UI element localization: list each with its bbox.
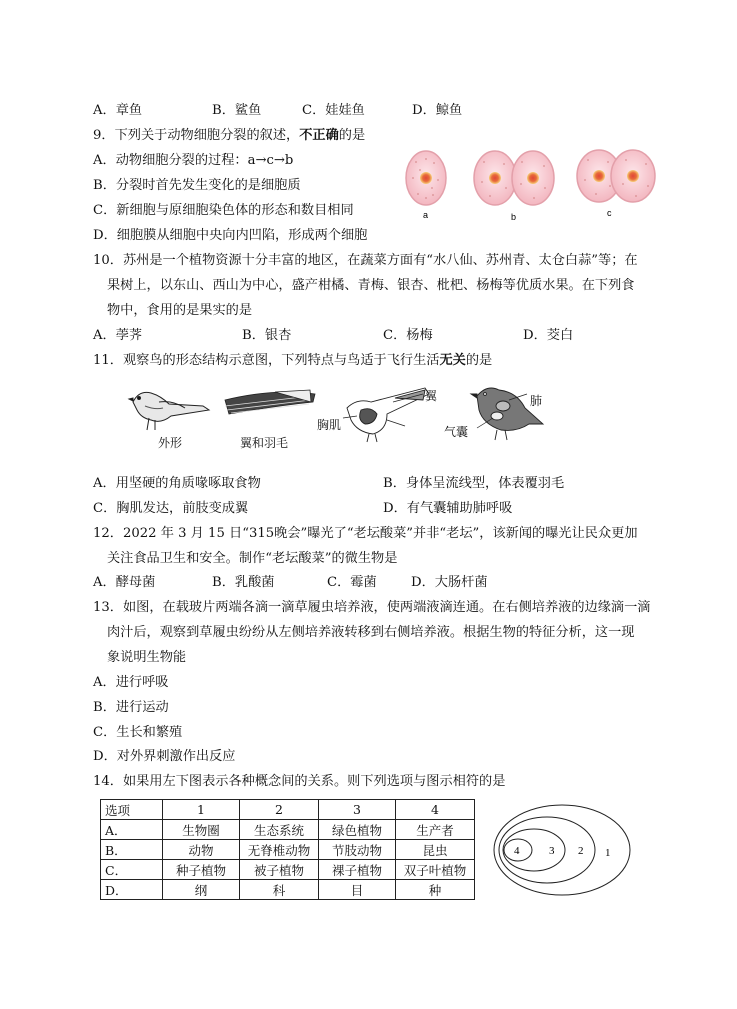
q13-line-3: 象说明生物能 (107, 650, 187, 665)
table-cell: 裸子植物 (319, 860, 396, 880)
q11-option-b: B．身体呈流线型，体表覆羽毛 (383, 476, 565, 491)
table-cell: 生产者 (396, 820, 475, 840)
q14-stem: 14．如果用左下图表示各种概念间的关系。则下列选项与图示相符的是 (93, 774, 506, 789)
q10-option-a: A．荸荠 (93, 328, 143, 343)
label-pectoral-muscle: 胸肌 (317, 418, 342, 432)
q12-option-a: A．酵母菌 (93, 575, 156, 590)
label-wing-feathers: 翼和羽毛 (240, 436, 289, 450)
table-cell: 双子叶植物 (396, 860, 475, 880)
q9-option-a: A．动物细胞分裂的过程：a→c→b (93, 153, 294, 168)
table-row (101, 880, 475, 900)
q11-option-a: A．用坚硬的角质喙啄取食物 (93, 476, 261, 491)
table-header-cell: 3 (319, 800, 396, 820)
table-cell: A． (101, 820, 163, 840)
q13-option-c: C．生长和繁殖 (93, 725, 183, 740)
q11-stem-prefix: 11．观察鸟的形态结构示意图，下列特点与鸟适于飞行生活 (93, 353, 440, 368)
cell-label-c: c (607, 208, 612, 218)
table-row (101, 840, 475, 860)
cell-division-figure (400, 148, 665, 228)
table-cell: 动物 (163, 840, 240, 860)
bird-outline-drawing (129, 392, 209, 430)
q8-option-a: A．章鱼 (93, 103, 143, 118)
q9-option-b: B．分裂时首先发生变化的是细胞质 (93, 178, 301, 193)
q10-line-1: 10．苏州是一个植物资源十分丰富的地区，在蔬菜方面有“水八仙、苏州青、太仓白蒜”等；在 (93, 253, 638, 268)
table-cell: 目 (319, 880, 396, 900)
q10-line-3: 物中，食用的是果实的是 (107, 303, 253, 318)
ellipse-label-3: 3 (549, 845, 555, 857)
table-header-cell: 1 (163, 800, 240, 820)
table-cell: 种子植物 (163, 860, 240, 880)
q8-option-c: C．娃娃鱼 (302, 103, 365, 118)
nested-concept-diagram (492, 803, 632, 898)
q10-option-b: B．银杏 (242, 328, 292, 343)
q13-line-2: 肉汁后，观察到草履虫纷纷从左侧培养液转移到右侧培养液。根据生物的特征分析，这一现 (107, 625, 635, 640)
q12-line-2: 关注食品卫生和安全。制作“老坛酸菜”的微生物是 (107, 551, 398, 566)
table-cell: B． (101, 840, 163, 860)
cell-b (474, 151, 554, 205)
table-row (101, 860, 475, 880)
q9-stem (93, 127, 365, 145)
q9-stem-emphasis: 不正确 (299, 128, 339, 143)
q14-options-table (100, 799, 475, 900)
cell-label-a: a (423, 210, 429, 220)
q9-stem-prefix: 9．下列关于动物细胞分裂的叙述， (93, 128, 300, 143)
q9-option-d: D．细胞膜从细胞中央向内凹陷，形成两个细胞 (93, 228, 368, 243)
q13-option-b: B．进行运动 (93, 700, 169, 715)
ellipse-label-4: 4 (514, 845, 520, 857)
q12-option-b: B．乳酸菌 (212, 575, 275, 590)
q12-option-d: D．大肠杆菌 (411, 575, 488, 590)
q9-stem-suffix: 的是 (338, 128, 366, 143)
q9-option-c: C．新细胞与原细胞染色体的形态和数目相同 (93, 203, 354, 218)
q13-option-a: A．进行呼吸 (93, 675, 169, 690)
q8-option-d: D．鲸鱼 (412, 103, 463, 118)
q10-line-2: 果树上，以东山、西山为中心，盛产柑橘、青梅、银杏、枇杷、杨梅等优质水果。在下列食 (107, 278, 635, 293)
table-cell: D． (101, 880, 163, 900)
bird-structure-figure (125, 380, 575, 450)
q11-stem-emphasis: 无关 (439, 353, 466, 368)
q13-option-d: D．对外界刺激作出反应 (93, 749, 236, 764)
q12-line-1: 12．2022 年 3 月 15 日“315晚会”曝光了“老坛酸菜”并非“老坛”，该新闻的曝光让民众更加 (93, 526, 638, 541)
table-cell: 纲 (163, 880, 240, 900)
q11-stem (93, 352, 492, 370)
cell-label-b: b (511, 212, 517, 222)
table-cell: 生态系统 (240, 820, 319, 840)
table-cell: 昆虫 (396, 840, 475, 860)
table-row (101, 820, 475, 840)
table-header-cell: 2 (240, 800, 319, 820)
table-header-cell: 选项 (101, 800, 163, 820)
table-cell: C． (101, 860, 163, 880)
pectoral-muscle-drawing (347, 388, 429, 442)
ellipse-3 (503, 829, 565, 871)
table-cell: 科 (240, 880, 319, 900)
label-air-sac: 气囊 (444, 425, 469, 439)
label-wing: 翼 (425, 389, 438, 403)
ellipse-label-2: 2 (578, 845, 584, 857)
q11-option-d: D．有气囊辅助肺呼吸 (383, 501, 513, 516)
table-cell: 无脊椎动物 (240, 840, 319, 860)
q12-option-c: C．霉菌 (327, 575, 377, 590)
ellipse-label-1: 1 (605, 847, 611, 859)
q10-option-d: D．茭白 (523, 328, 574, 343)
cell-a (406, 151, 446, 205)
table-cell: 生物圈 (163, 820, 240, 840)
table-cell: 被子植物 (240, 860, 319, 880)
table-cell: 节肢动物 (319, 840, 396, 860)
table-header-row (101, 800, 475, 820)
label-bird-shape: 外形 (158, 436, 183, 450)
table-cell: 绿色植物 (319, 820, 396, 840)
q11-stem-suffix: 的是 (465, 353, 493, 368)
q8-option-b: B．鲨鱼 (212, 103, 262, 118)
table-header-cell: 4 (396, 800, 475, 820)
cell-c (577, 150, 655, 202)
q11-option-c: C．胸肌发达，前肢变成翼 (93, 501, 249, 516)
table-cell: 种 (396, 880, 475, 900)
label-lung: 肺 (530, 394, 543, 408)
q13-line-1: 13．如图，在载玻片两端各滴一滴草履虫培养液，使两端液滴连通。在右侧培养液的边缘滴一滴 (93, 600, 651, 615)
q10-option-c: C．杨梅 (383, 328, 433, 343)
wing-feathers-drawing (225, 390, 315, 414)
